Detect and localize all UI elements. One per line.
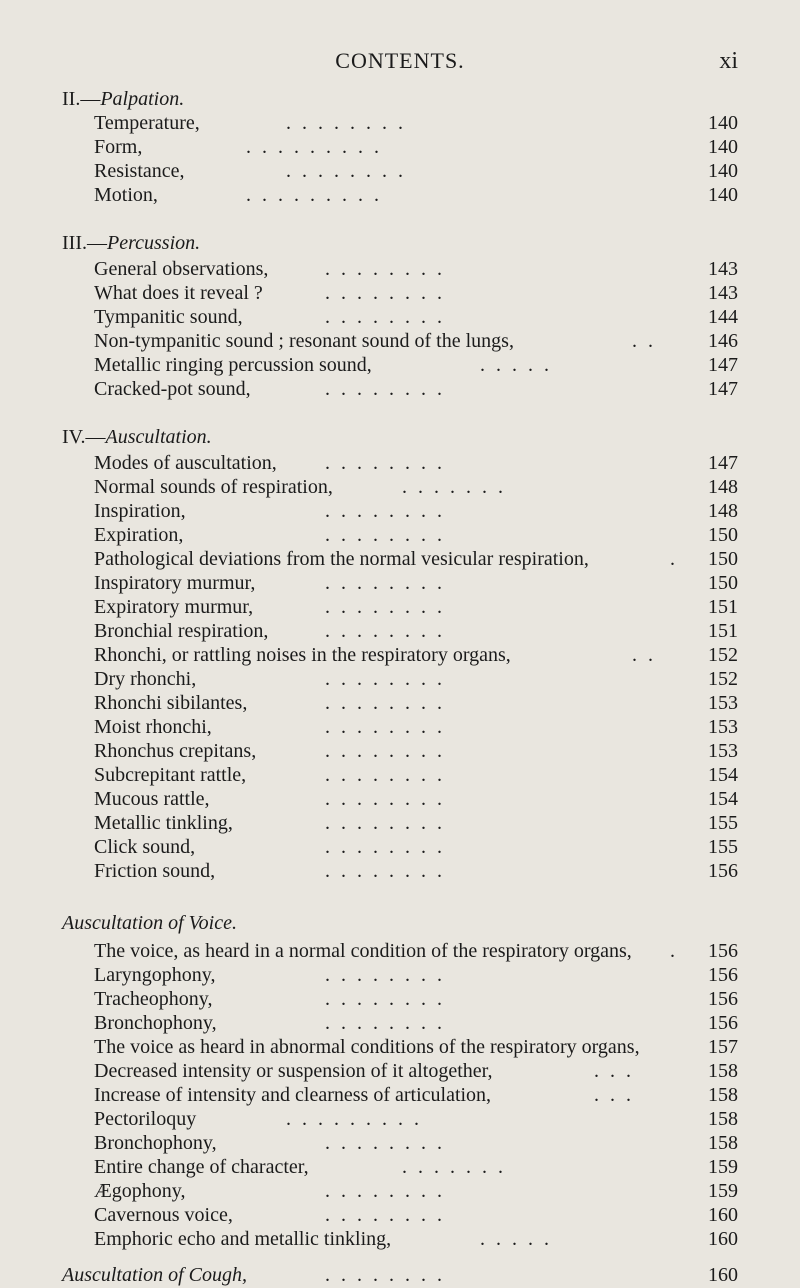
toc-entry[interactable]: Non-tympanitic sound ; resonant sound of the lungs, . . 146 — [94, 330, 738, 352]
toc-entry[interactable]: Emphoric echo and metallic tinkling, . . . . . 160 — [94, 1228, 738, 1250]
toc-entry[interactable]: Pectoriloquy . . . . . . . . . 158 — [94, 1108, 738, 1130]
toc-entry[interactable]: Dry rhonchi, . . . . . . . . 152 — [94, 668, 738, 690]
toc-entry[interactable]: Expiratory murmur, . . . . . . . . 151 — [94, 596, 738, 618]
toc-entry[interactable]: What does it reveal ? . . . . . . . . 143 — [94, 282, 738, 304]
section-heading-palpation: II.—Palpation. — [62, 88, 185, 110]
toc-entry[interactable]: Click sound, . . . . . . . . 155 — [94, 836, 738, 858]
toc-entry[interactable]: Metallic ringing percussion sound, . . . . . 147 — [94, 354, 738, 376]
toc-entry[interactable]: Friction sound, . . . . . . . . 156 — [94, 860, 738, 882]
toc-entry[interactable]: Metallic tinkling, . . . . . . . . 155 — [94, 812, 738, 834]
section-heading-percussion: III.—Percussion. — [62, 232, 201, 254]
toc-entry[interactable]: The voice as heard in abnormal conditions of the respiratory organs, 157 — [94, 1036, 738, 1058]
toc-entry-auscultation-of-cough[interactable]: Auscultation of Cough, . . . . . . . . 160 — [62, 1264, 738, 1286]
toc-entry[interactable]: Tracheophony, . . . . . . . . 156 — [94, 988, 738, 1010]
toc-entry[interactable]: Cavernous voice, . . . . . . . . 160 — [94, 1204, 738, 1226]
toc-entry[interactable]: Normal sounds of respiration, . . . . . . . 148 — [94, 476, 738, 498]
toc-entry[interactable]: Tympanitic sound, . . . . . . . . 144 — [94, 306, 738, 328]
page-header — [0, 48, 800, 82]
toc-entry[interactable]: Rhonchi sibilantes, . . . . . . . . 153 — [94, 692, 738, 714]
toc-entry[interactable]: Expiration, . . . . . . . . 150 — [94, 524, 738, 546]
toc-entry[interactable]: Increase of intensity and clearness of articulation, . . . 158 — [94, 1084, 738, 1106]
section-heading-auscultation-of-voice: Auscultation of Voice. — [62, 912, 237, 934]
toc-entry[interactable]: Moist rhonchi, . . . . . . . . 153 — [94, 716, 738, 738]
running-title: CONTENTS. — [335, 48, 465, 73]
page-number: xi — [719, 48, 738, 74]
section-heading-auscultation: IV.—Auscultation. — [62, 426, 212, 448]
toc-entry[interactable]: Decreased intensity or suspension of it altogether, . . . 158 — [94, 1060, 738, 1082]
toc-entry[interactable]: Pathological deviations from the normal vesicular respiration, . 150 — [94, 548, 738, 570]
toc-entry[interactable]: General observations, . . . . . . . . 143 — [94, 258, 738, 280]
toc-entry[interactable]: Laryngophony, . . . . . . . . 156 — [94, 964, 738, 986]
toc-entry[interactable]: Temperature, . . . . . . . . 140 — [94, 112, 738, 134]
toc-entry[interactable]: Inspiration, . . . . . . . . 148 — [94, 500, 738, 522]
toc-entry[interactable]: Inspiratory murmur, . . . . . . . . 150 — [94, 572, 738, 594]
toc-entry[interactable]: Bronchophony, . . . . . . . . 158 — [94, 1132, 738, 1154]
toc-entry[interactable]: Bronchophony, . . . . . . . . 156 — [94, 1012, 738, 1034]
toc-entry[interactable]: Mucous rattle, . . . . . . . . 154 — [94, 788, 738, 810]
toc-entry[interactable]: Cracked-pot sound, . . . . . . . . 147 — [94, 378, 738, 400]
toc-entry[interactable]: Bronchial respiration, . . . . . . . . 151 — [94, 620, 738, 642]
toc-entry[interactable]: Form, . . . . . . . . . 140 — [94, 136, 738, 158]
toc-entry[interactable]: Modes of auscultation, . . . . . . . . 147 — [94, 452, 738, 474]
toc-entry[interactable]: Rhonchus crepitans, . . . . . . . . 153 — [94, 740, 738, 762]
toc-entry[interactable]: Ægophony, . . . . . . . . 159 — [94, 1180, 738, 1202]
toc-entry[interactable]: Motion, . . . . . . . . . 140 — [94, 184, 738, 206]
toc-entry[interactable]: The voice, as heard in a normal condition of the respiratory organs, . 156 — [94, 940, 738, 962]
toc-entry[interactable]: Entire change of character, . . . . . . . 159 — [94, 1156, 738, 1178]
toc-entry[interactable]: Subcrepitant rattle, . . . . . . . . 154 — [94, 764, 738, 786]
toc-entry[interactable]: Rhonchi, or rattling noises in the respiratory organs, . . 152 — [94, 644, 738, 666]
toc-entry[interactable]: Resistance, . . . . . . . . 140 — [94, 160, 738, 182]
